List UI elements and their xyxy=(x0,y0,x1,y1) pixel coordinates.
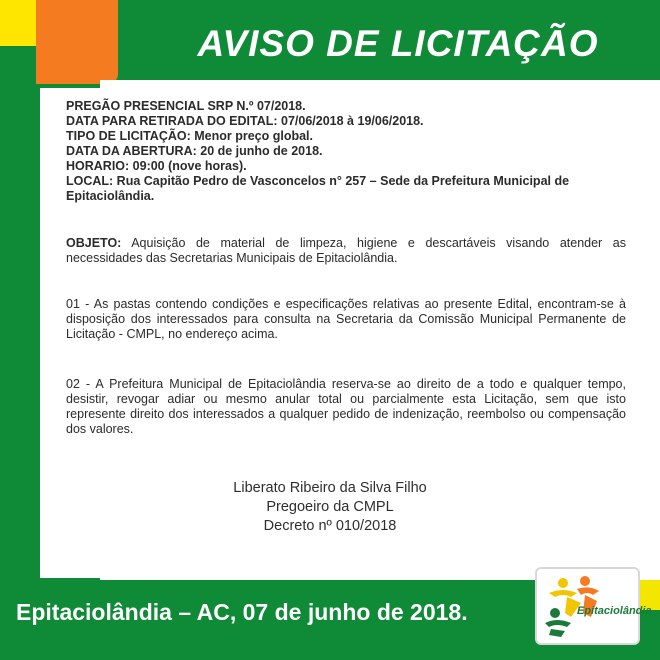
orange-corner-square xyxy=(36,0,118,84)
signature-block xyxy=(0,479,660,536)
notice-header-block xyxy=(66,99,626,204)
item-02-paragraph: 02 - A Prefeitura Municipal de Epitaciolândia reserva-se ao direito de a todo e qualquer tempo, desistir, revogar adiar ou mesmo anular total ou parcialmente esta Licitação, sem que isto represente direito dos interessados a qualquer pedido de indenização, reembolso ou compensação dos valores. xyxy=(66,377,626,436)
signature-role: Pregoeiro da CMPL xyxy=(266,499,394,515)
municipality-logo xyxy=(535,567,652,645)
footer-date-line: Epitaciolândia – AC, 07 de junho de 2018. xyxy=(16,599,468,625)
item-01-paragraph: 01 - As pastas contendo condições e especificações relativas ao presente Edital, encontram-se à disposição dos interessados para consulta na Secretaria da Comissão Municipal Permanente de Licitação - CMPL, no endereço acima. xyxy=(66,297,626,341)
logo-wordmark: Epitaciolândia xyxy=(577,605,652,617)
page-title: AVISO DE LICITAÇÃO xyxy=(197,23,599,64)
header-line-pregao: PREGÃO PRESENCIAL SRP N.º 07/2018. xyxy=(66,99,306,113)
signature-name: Liberato Ribeiro da Silva Filho xyxy=(233,480,427,496)
header-line-horario: HORARIO: 09:00 (nove horas). xyxy=(66,159,247,173)
header-line-local: LOCAL: Rua Capitão Pedro de Vasconcelos n° 257 – Sede da Prefeitura Municipal de Epitaciolândia. xyxy=(66,174,570,203)
header-line-abertura: DATA DA ABERTURA: 20 de junho de 2018. xyxy=(66,144,323,158)
header-line-retirada: DATA PARA RETIRADA DO EDITAL: 07/06/2018 à 19/06/2018. xyxy=(66,114,424,128)
objeto-text: Aquisição de material de limpeza, higiene e descartáveis visando atender as necessidades das Secretarias Municipais de Epitaciolândia. xyxy=(66,236,626,265)
objeto-paragraph xyxy=(66,236,626,266)
header-line-tipo: TIPO DE LICITAÇÃO: Menor preço global. xyxy=(66,129,313,143)
objeto-label: OBJETO: xyxy=(66,236,122,250)
signature-decree: Decreto nº 010/2018 xyxy=(263,518,397,534)
